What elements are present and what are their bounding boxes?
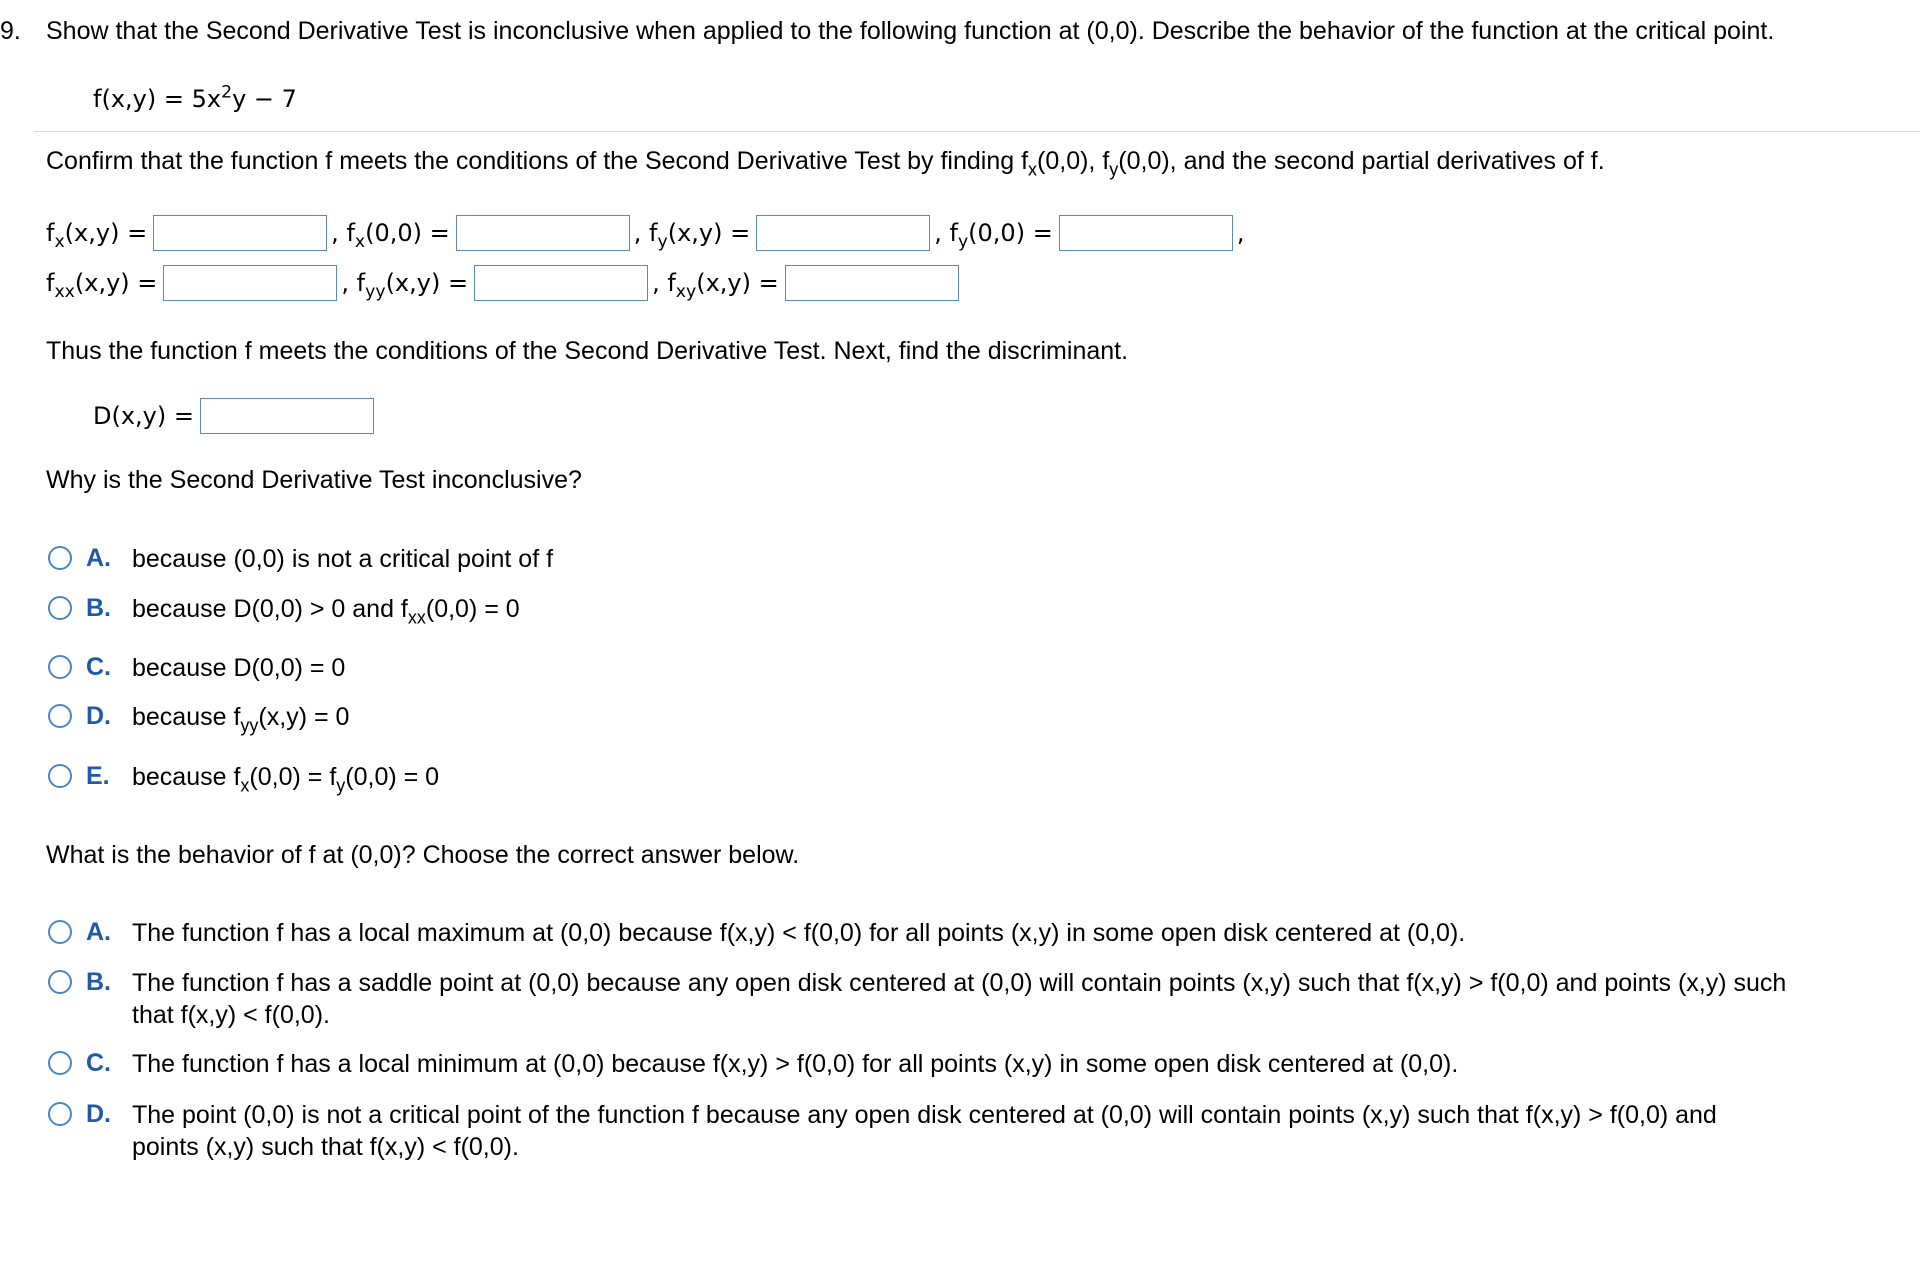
option-text: because D(0,0) = 0 — [132, 654, 346, 682]
q1-option-d[interactable] — [48, 701, 350, 736]
option-letter: B. — [86, 968, 111, 996]
option-text: because $f_{yy}(x,y) = 0$ — [132, 703, 350, 736]
fx0-input[interactable] — [456, 215, 630, 251]
radio-button[interactable] — [48, 704, 72, 728]
q2-option-c[interactable] — [48, 1048, 1458, 1080]
option-letter: A. — [86, 918, 111, 946]
fy0-input[interactable] — [1059, 215, 1233, 251]
trailing-comma: , — [1236, 219, 1245, 247]
fxy-input[interactable] — [785, 265, 959, 301]
step2-instruction: Thus the function f meets the conditions of the Second Derivative Test. Next, find the discriminant. — [46, 337, 1129, 365]
fy0-label: , $f_y(0,0)$ = — [934, 219, 1053, 253]
option-letter: C. — [86, 1049, 111, 1077]
divider — [34, 131, 1920, 132]
radio-button[interactable] — [48, 764, 72, 788]
option-letter: A. — [86, 544, 111, 572]
option-text: The point (0,0) is not a critical point of the function f because any open disk centered at (0,0) will contain points (x,y) such that f(x,y) > f(0,0) and points (x,y) such that f(x,y) < f(0,0). — [132, 1101, 1717, 1161]
q2-option-a[interactable] — [48, 917, 1465, 949]
discriminant-label: D(x,y) = — [93, 402, 194, 430]
option-text: The function f has a local maximum at (0,0) because f(x,y) < f(0,0) for all points (x,y) in some open disk centered at (0,0). — [132, 919, 1466, 947]
fx-input[interactable] — [153, 215, 327, 251]
radio-button[interactable] — [48, 1102, 72, 1126]
fxy-label: , $f_{xy}(x,y)$ = — [652, 269, 779, 303]
fx0-label: , $f_x(0,0)$ = — [331, 219, 450, 253]
question-number: 9. — [0, 17, 21, 45]
q1-prompt: Why is the Second Derivative Test inconclusive? — [46, 466, 582, 494]
option-text: The function f has a local minimum at (0,0) because f(x,y) > f(0,0) for all points (x,y) in some open disk centered at (0,0). — [132, 1050, 1459, 1078]
option-text: The function f has a saddle point at (0,0) because any open disk centered at (0,0) will contain points (x,y) such that f(x,y) > f(0,0) and points (x,y) such that f(x,y) < f(0,0). — [132, 969, 1787, 1029]
option-letter: D. — [86, 702, 111, 730]
option-letter: D. — [86, 1100, 111, 1128]
question-prompt: Show that the Second Derivative Test is inconclusive when applied to the following function at (0,0). Describe the behavior of the function at the critical point. — [46, 17, 1775, 45]
second-derivatives-row — [46, 265, 959, 301]
step1-instruction: Confirm that the function f meets the conditions of the Second Derivative Test by finding $f_x(0,0)$, $f_y(0,0)$, and the second partial derivatives of f. — [46, 147, 1605, 180]
fy-input[interactable] — [756, 215, 930, 251]
option-text: because D(0,0) > 0 and $f_{xx}(0,0) = 0$ — [132, 595, 520, 628]
option-letter: E. — [86, 762, 110, 790]
first-derivatives-row — [46, 215, 1244, 251]
q1-option-a[interactable] — [48, 543, 553, 575]
fxx-input[interactable] — [163, 265, 337, 301]
function-definition: $f(x,y) = 5x^2y - 7$ — [93, 82, 297, 113]
radio-button[interactable] — [48, 1051, 72, 1075]
radio-button[interactable] — [48, 546, 72, 570]
option-letter: C. — [86, 653, 111, 681]
fy-label: , $f_y(x,y)$ = — [633, 219, 751, 253]
discriminant-row — [93, 398, 374, 434]
q2-option-d[interactable] — [48, 1099, 1717, 1163]
option-text: because $f_x(0,0) = f_y(0,0) = 0$ — [132, 763, 440, 796]
discriminant-input[interactable] — [200, 398, 374, 434]
q2-prompt: What is the behavior of f at (0,0)? Choose the correct answer below. — [46, 841, 800, 869]
q1-option-c[interactable] — [48, 652, 345, 684]
q1-option-b[interactable] — [48, 593, 520, 628]
fyy-input[interactable] — [474, 265, 648, 301]
option-letter: B. — [86, 594, 111, 622]
q2-option-b[interactable] — [48, 967, 1786, 1031]
fx-label: $f_x(x,y)$ = — [46, 219, 148, 253]
radio-button[interactable] — [48, 920, 72, 944]
radio-button[interactable] — [48, 970, 72, 994]
radio-button[interactable] — [48, 596, 72, 620]
radio-button[interactable] — [48, 655, 72, 679]
fyy-label: , $f_{yy}(x,y)$ = — [341, 269, 469, 303]
fxx-label: $f_{xx}(x,y)$ = — [46, 269, 158, 303]
q1-option-e[interactable] — [48, 761, 440, 796]
option-text: because (0,0) is not a critical point of f — [132, 545, 554, 573]
